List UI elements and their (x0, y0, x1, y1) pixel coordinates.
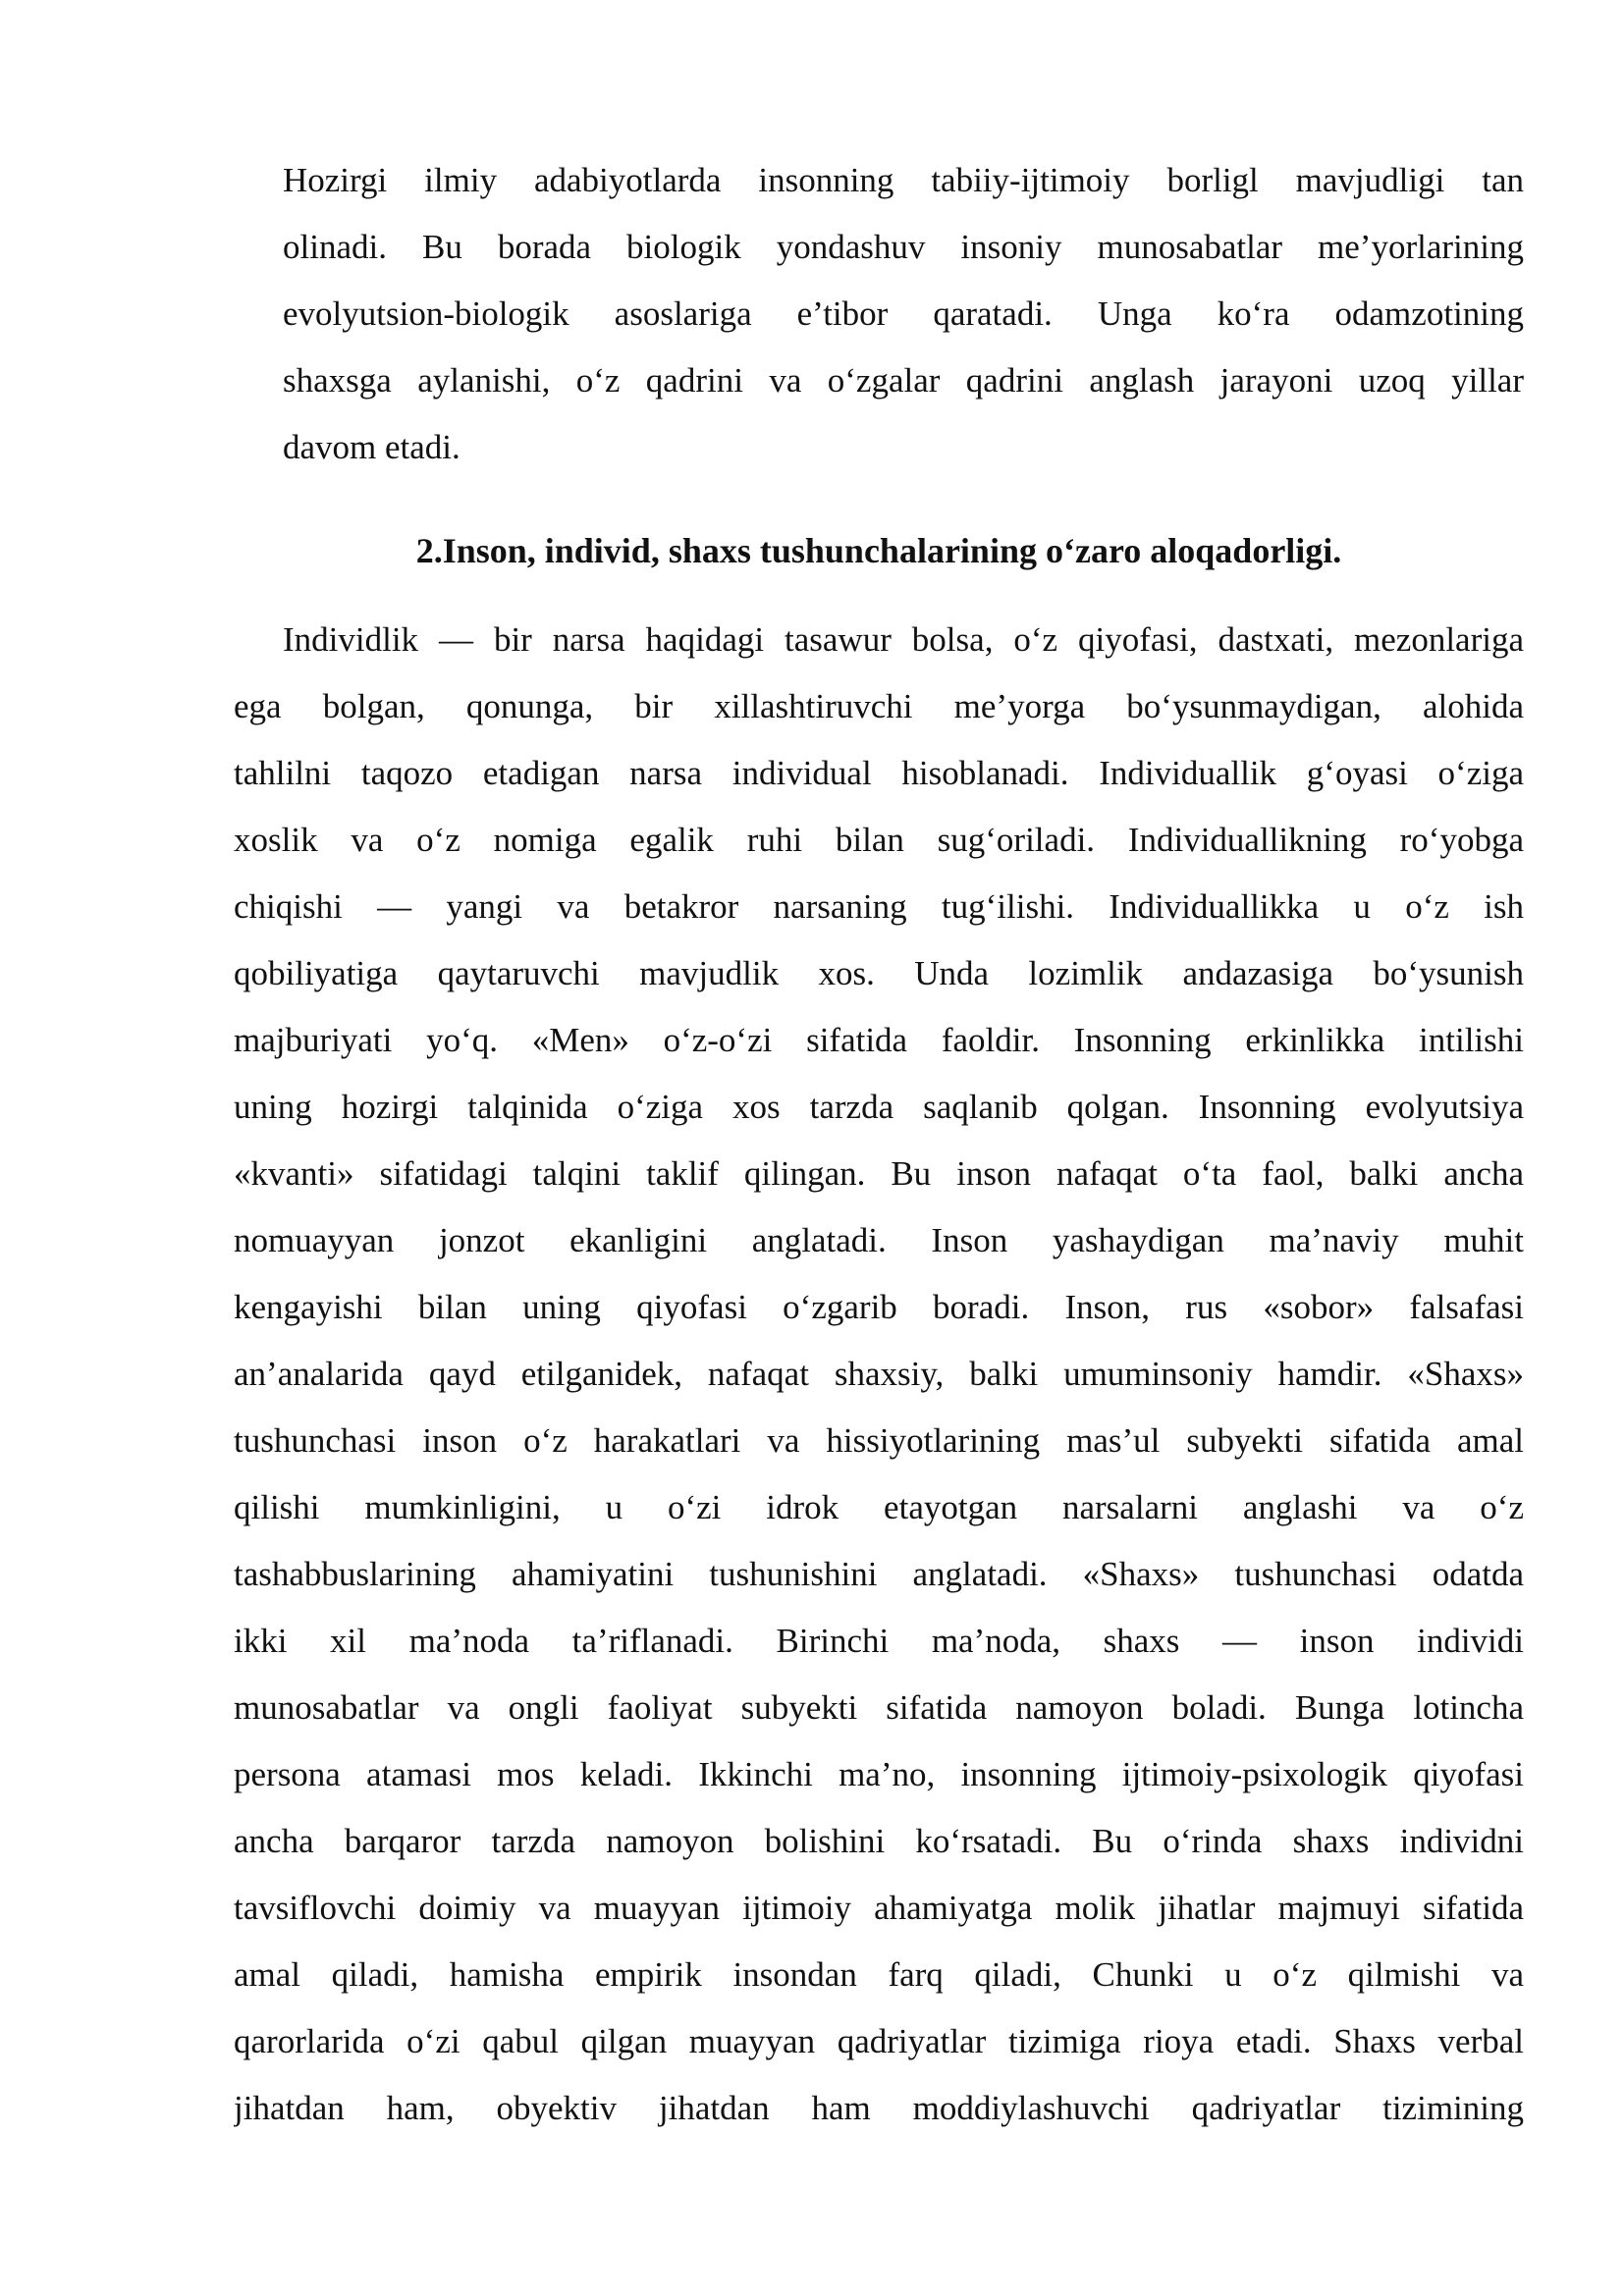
paragraph-line: evolyutsion-biologik asoslariga e’tibor qaratadi. Unga ko‘ra odamzotining (283, 294, 1524, 333)
paragraph-line: Hozirgi ilmiy adabiyotlarda insonning tabiiy-ijtimoiy borligl mavjudligi tan (283, 161, 1524, 199)
paragraph-line: ega bolgan, qonunga, bir xillashtiruvchi me’yorga bo‘ysunmaydigan, alohida (234, 687, 1524, 725)
paragraph-line: amal qiladi, hamisha empirik insondan farq qiladi, Chunki u o‘z qilmishi va (234, 1955, 1524, 1994)
paragraph-line: munosabatlar va ongli faoliyat subyekti sifatida namoyon boladi. Bunga lotincha (234, 1688, 1524, 1727)
paragraph-line: majburiyati yo‘q. «Men» o‘z-o‘zi sifatida faoldir. Insonning erkinlikka intilishi (234, 1021, 1524, 1059)
paragraph-line: persona atamasi mos keladi. Ikkinchi ma’no, insonning ijtimoiy-psixologik qiyofasi (234, 1755, 1524, 1793)
paragraph-line: shaxsga aylanishi, o‘z qadrini va o‘zgalar qadrini anglash jarayoni uzoq yillar (283, 361, 1524, 400)
paragraph-line: tashabbuslarining ahamiyatini tushunishini anglatadi. «Shaxs» tushunchasi odatda (234, 1555, 1524, 1593)
paragraph-line: Individlik — bir narsa haqidagi tasawur bolsa, o‘z qiyofasi, dastxati, mezonlariga (283, 620, 1524, 659)
paragraph-line: jihatdan ham, obyektiv jihatdan ham moddiylashuvchi qadriyatlar tizimining (234, 2089, 1524, 2127)
paragraph-1 (234, 147, 1524, 481)
paragraph-line: tavsiflovchi doimiy va muayyan ijtimoiy ahamiyatga molik jihatlar majmuyi sifatida (234, 1889, 1524, 1927)
paragraph-line: olinadi. Bu borada biologik yondashuv insoniy munosabatlar me’yorlarining (283, 228, 1524, 266)
paragraph-line: qobiliyatiga qaytaruvchi mavjudlik xos. Unda lozimlik andazasiga bo‘ysunish (234, 954, 1524, 992)
paragraph-line: kengayishi bilan uning qiyofasi o‘zgarib boradi. Inson, rus «sobor» falsafasi (234, 1288, 1524, 1326)
paragraph-line: uning hozirgi talqinida o‘ziga xos tarzda saqlanib qolgan. Insonning evolyutsiya (234, 1088, 1524, 1126)
paragraph-line: xoslik va o‘z nomiga egalik ruhi bilan sug‘oriladi. Individuallikning ro‘yobga (234, 821, 1524, 859)
paragraph-line: an’analarida qayd etilganidek, nafaqat shaxsiy, balki umuminsoniy hamdir. «Shaxs» (234, 1355, 1524, 1393)
paragraph-line: qilishi mumkinligini, u o‘zi idrok etayotgan narsalarni anglashi va o‘z (234, 1488, 1524, 1526)
paragraph-line: nomuayyan jonzot ekanligini anglatadi. Inson yashaydigan ma’naviy muhit (234, 1221, 1524, 1259)
paragraph-line: chiqishi — yangi va betakror narsaning tug‘ilishi. Individuallikka u o‘z ish (234, 887, 1524, 926)
paragraph-line: qarorlarida o‘zi qabul qilgan muayyan qadriyatlar tizimiga rioya etadi. Shaxs verbal (234, 2022, 1524, 2060)
section-heading: 2.Inson, individ, shaxs tushunchalarining o‘zaro aloqadorligi. (415, 531, 1342, 570)
paragraph-line: tahlilni taqozo etadigan narsa individual hisoblanadi. Individuallik g‘oyasi o‘ziga (234, 754, 1524, 792)
paragraph-line: tushunchasi inson o‘z harakatlari va hissiyotlarining mas’ul subyekti sifatida amal (234, 1421, 1524, 1460)
paragraph-line: ikki xil ma’noda ta’riflanadi. Birinchi ma’noda, shaxs — inson individi (234, 1622, 1524, 1660)
paragraph-line: davom etadi. (283, 428, 460, 466)
paragraph-line: ancha barqaror tarzda namoyon bolishini ko‘rsatadi. Bu o‘rinda shaxs individni (234, 1822, 1524, 1860)
paragraph-line: «kvanti» sifatidagi talqini taklif qilingan. Bu inson nafaqat o‘ta faol, balki ancha (234, 1154, 1524, 1193)
paragraph-2 (234, 607, 1524, 2142)
